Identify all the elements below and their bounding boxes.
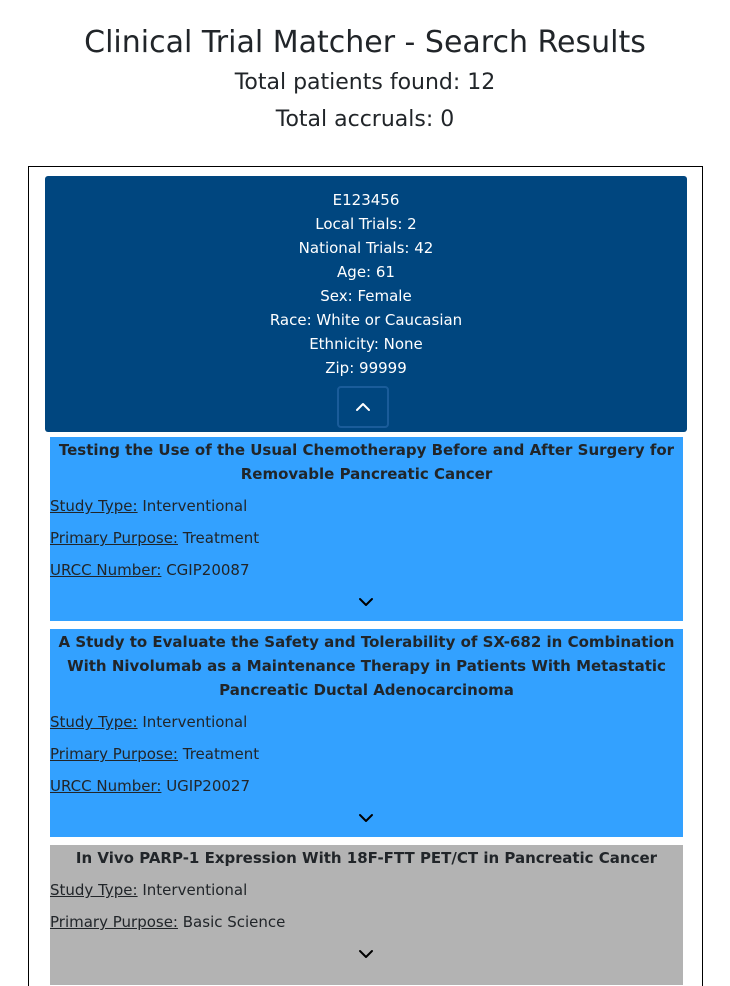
urcc-number-value: CGIP20087: [166, 561, 250, 579]
trial-title: A Study to Evaluate the Safety and Tolerability of SX-682 in Combination With Nivolumab as a Maintenance Therapy in Patients With Metastatic Pancreatic Ductal Adenocarcinoma: [58, 633, 675, 699]
page-title: Clinical Trial Matcher - Search Results: [84, 25, 646, 60]
patient-age: Age: 61: [337, 263, 395, 281]
study-type-row: [50, 712, 683, 732]
patient-card: [45, 176, 687, 432]
urcc-number-value: UGIP20027: [166, 777, 250, 795]
patient-id: E123456: [332, 191, 400, 209]
primary-purpose-value: Basic Science: [182, 913, 286, 931]
primary-purpose-label: Primary Purpose:: [50, 913, 178, 931]
urcc-number-row: [50, 776, 683, 796]
patient-ethnicity: Ethnicity: None: [309, 335, 423, 353]
primary-purpose-value: Treatment: [182, 745, 260, 763]
results-header: [0, 0, 730, 138]
primary-purpose-row: [50, 528, 683, 548]
expand-button[interactable]: [356, 946, 376, 962]
urcc-number-label: URCC Number:: [50, 561, 162, 579]
study-type-label: Study Type:: [50, 713, 138, 731]
expand-button[interactable]: [356, 810, 376, 826]
study-type-value: Interventional: [142, 713, 248, 731]
study-type-value: Interventional: [142, 881, 248, 899]
chevron-down-icon: [358, 597, 374, 607]
study-type-row: [50, 880, 683, 900]
expand-button[interactable]: [356, 594, 376, 610]
patient-national-trials: National Trials: 42: [298, 239, 434, 257]
trial-card[interactable]: [50, 629, 683, 837]
patient-race: Race: White or Caucasian: [269, 311, 463, 329]
collapse-button[interactable]: [337, 386, 389, 428]
study-type-label: Study Type:: [50, 881, 138, 899]
study-type-value: Interventional: [142, 497, 248, 515]
patient-sex: Sex: Female: [320, 287, 412, 305]
primary-purpose-row: [50, 744, 683, 764]
primary-purpose-row: [50, 912, 683, 932]
results-panel[interactable]: [28, 166, 703, 986]
chevron-down-icon: [358, 813, 374, 823]
urcc-number-row: [50, 560, 683, 580]
chevron-down-icon: [358, 949, 374, 959]
patient-local-trials: Local Trials: 2: [315, 215, 417, 233]
primary-purpose-value: Treatment: [182, 529, 260, 547]
trial-title: Testing the Use of the Usual Chemotherapy Before and After Surgery for Removable Pancreatic Cancer: [58, 441, 675, 483]
patient-zip: Zip: 99999: [325, 359, 407, 377]
study-type-row: [50, 496, 683, 516]
study-type-label: Study Type:: [50, 497, 138, 515]
chevron-up-icon: [355, 402, 371, 412]
urcc-number-label: URCC Number:: [50, 777, 162, 795]
total-accruals: Total accruals: 0: [275, 107, 455, 132]
trial-title: In Vivo PARP-1 Expression With 18F-FTT PET/CT in Pancreatic Cancer: [75, 849, 658, 867]
total-patients: Total patients found: 12: [234, 70, 496, 95]
primary-purpose-label: Primary Purpose:: [50, 745, 178, 763]
trial-card[interactable]: [50, 437, 683, 621]
trial-card[interactable]: [50, 845, 683, 985]
primary-purpose-label: Primary Purpose:: [50, 529, 178, 547]
